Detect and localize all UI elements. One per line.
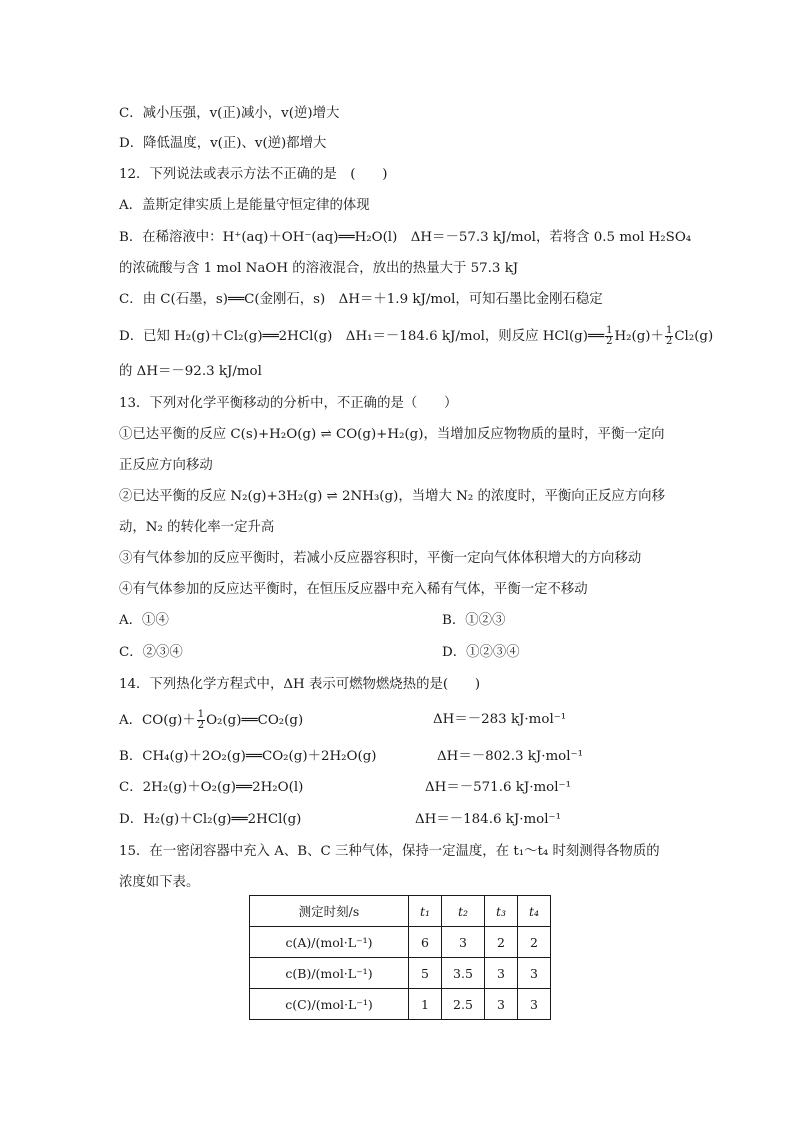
table-cell: 3.5 [442,958,485,989]
statement-13-2-line1: ②已达平衡的反应 N₂(g)+3H₂(g) ⇌ 2NH₃(g)，当增大 N₂ 的浓度时，平衡向正反应方向移 [119,489,665,504]
option-13c: C．②③④ [119,645,183,660]
table-cell: 3 [485,958,518,989]
question-12-stem: 12．下列说法或表示方法不正确的是 ( ) [119,167,388,182]
table-cell: 2.5 [442,989,485,1020]
question-15-stem-line2: 浓度如下表。 [119,875,200,890]
option-12d-mid: H₂(g)＋ [614,329,664,344]
fraction-half: $\frac{1}{2}$ [665,325,673,347]
option-12d-line2: 的 ΔH＝－92.3 kJ/mol [119,364,262,379]
statement-13-3: ③有气体参加的反应平衡时，若减小反应器容积时，平衡一定向气体体积增大的方向移动 [119,551,642,566]
option-13a: A．①④ [119,613,169,628]
option-13d: D．①②③④ [442,645,520,660]
table-cell: c(A)/(mol·L⁻¹) [250,927,409,958]
table-cell: c(C)/(mol·L⁻¹) [250,989,409,1020]
option-14a [119,710,303,731]
table-cell: 3 [518,989,551,1020]
statement-13-2-line2: 动，N₂ 的转化率一定升高 [119,520,275,535]
table-cell: 2 [485,927,518,958]
question-15-stem-line1: 15．在一密闭容器中充入 A、B、C 三种气体，保持一定温度，在 t₁～t₄ 时刻测得各物质的 [119,844,660,859]
option-12d-line1 [119,326,713,347]
table-header-row [250,896,551,927]
table-cell: 1 [409,989,442,1020]
table-header-cell: t₃ [485,896,518,927]
statement-13-4: ④有气体参加的反应达平衡时，在恒压反应器中充入稀有气体，平衡一定不移动 [119,582,588,597]
option-12b-line2: 的浓硫酸与含 1 mol NaOH 的溶液混合，放出的热量大于 57.3 kJ [119,261,519,276]
option-14b-enthalpy: ΔH＝－802.3 kJ·mol⁻¹ [437,749,583,764]
option-12b-line1: B．在稀溶液中：H⁺(aq)＋OH⁻(aq)══H₂O(l) ΔH＝－57.3 kJ/mol，若将含 0.5 mol H₂SO₄ [119,230,692,245]
option-14c: C．2H₂(g)＋O₂(g)══2H₂O(l) [119,780,304,795]
option-14d: D．H₂(g)＋Cl₂(g)══2HCl(g) [119,812,302,827]
option-14a-enthalpy: ΔH＝－283 kJ·mol⁻¹ [433,712,567,727]
table-row [250,927,551,958]
question-13-stem: 13．下列对化学平衡移动的分析中，不正确的是（ ） [119,396,458,411]
table-cell: 3 [442,927,485,958]
option-12d-post: Cl₂(g) [674,329,714,344]
option-12d-pre: D．已知 H₂(g)＋Cl₂(g)══2HCl(g) ΔH₁＝－184.6 kJ/mol，则反应 HCl(g)══ [119,329,605,344]
option-14a-post: O₂(g)══CO₂(g) [206,713,304,728]
option-14a-pre: A．CO(g)＋ [119,713,196,728]
table-cell: 6 [409,927,442,958]
table-header-cell: t₁ [409,896,442,927]
concentration-table [249,895,551,1020]
statement-13-1-line1: ①已达平衡的反应 C(s)+H₂O(g) ⇌ CO(g)+H₂(g)，当增加反应物物质的量时，平衡一定向 [119,427,665,442]
option-14b: B．CH₄(g)＋2O₂(g)══CO₂(g)＋2H₂O(g) [119,749,377,764]
option-14d-enthalpy: ΔH＝－184.6 kJ·mol⁻¹ [415,812,561,827]
option-12c: C．由 C(石墨，s)══C(金刚石，s) ΔH＝＋1.9 kJ/mol，可知石墨比金刚石稳定 [119,292,603,307]
table-row [250,958,551,989]
fraction-half: $\frac{1}{2}$ [197,709,205,731]
question-14-stem: 14．下列热化学方程式中，ΔH 表示可燃物燃烧热的是( ) [119,677,481,692]
table-cell: 3 [485,989,518,1020]
table-header-cell: t₄ [518,896,551,927]
option-12a: A．盖斯定律实质上是能量守恒定律的体现 [119,198,370,213]
table-cell: c(B)/(mol·L⁻¹) [250,958,409,989]
option-14c-enthalpy: ΔH＝－571.6 kJ·mol⁻¹ [425,780,571,795]
fraction-half: $\frac{1}{2}$ [606,325,613,347]
option-13b: B．①②③ [442,613,506,628]
table-cell: 2 [518,927,551,958]
option-11c: C．减小压强，v(正)减小，v(逆)增大 [119,106,340,121]
table-header-cell: t₂ [442,896,485,927]
table-header-cell: 测定时刻/s [250,896,409,927]
statement-13-1-line2: 正反应方向移动 [119,458,213,473]
option-11d: D．降低温度，v(正)、v(逆)都增大 [119,136,327,151]
table-cell: 3 [518,958,551,989]
table-row [250,989,551,1020]
table-cell: 5 [409,958,442,989]
